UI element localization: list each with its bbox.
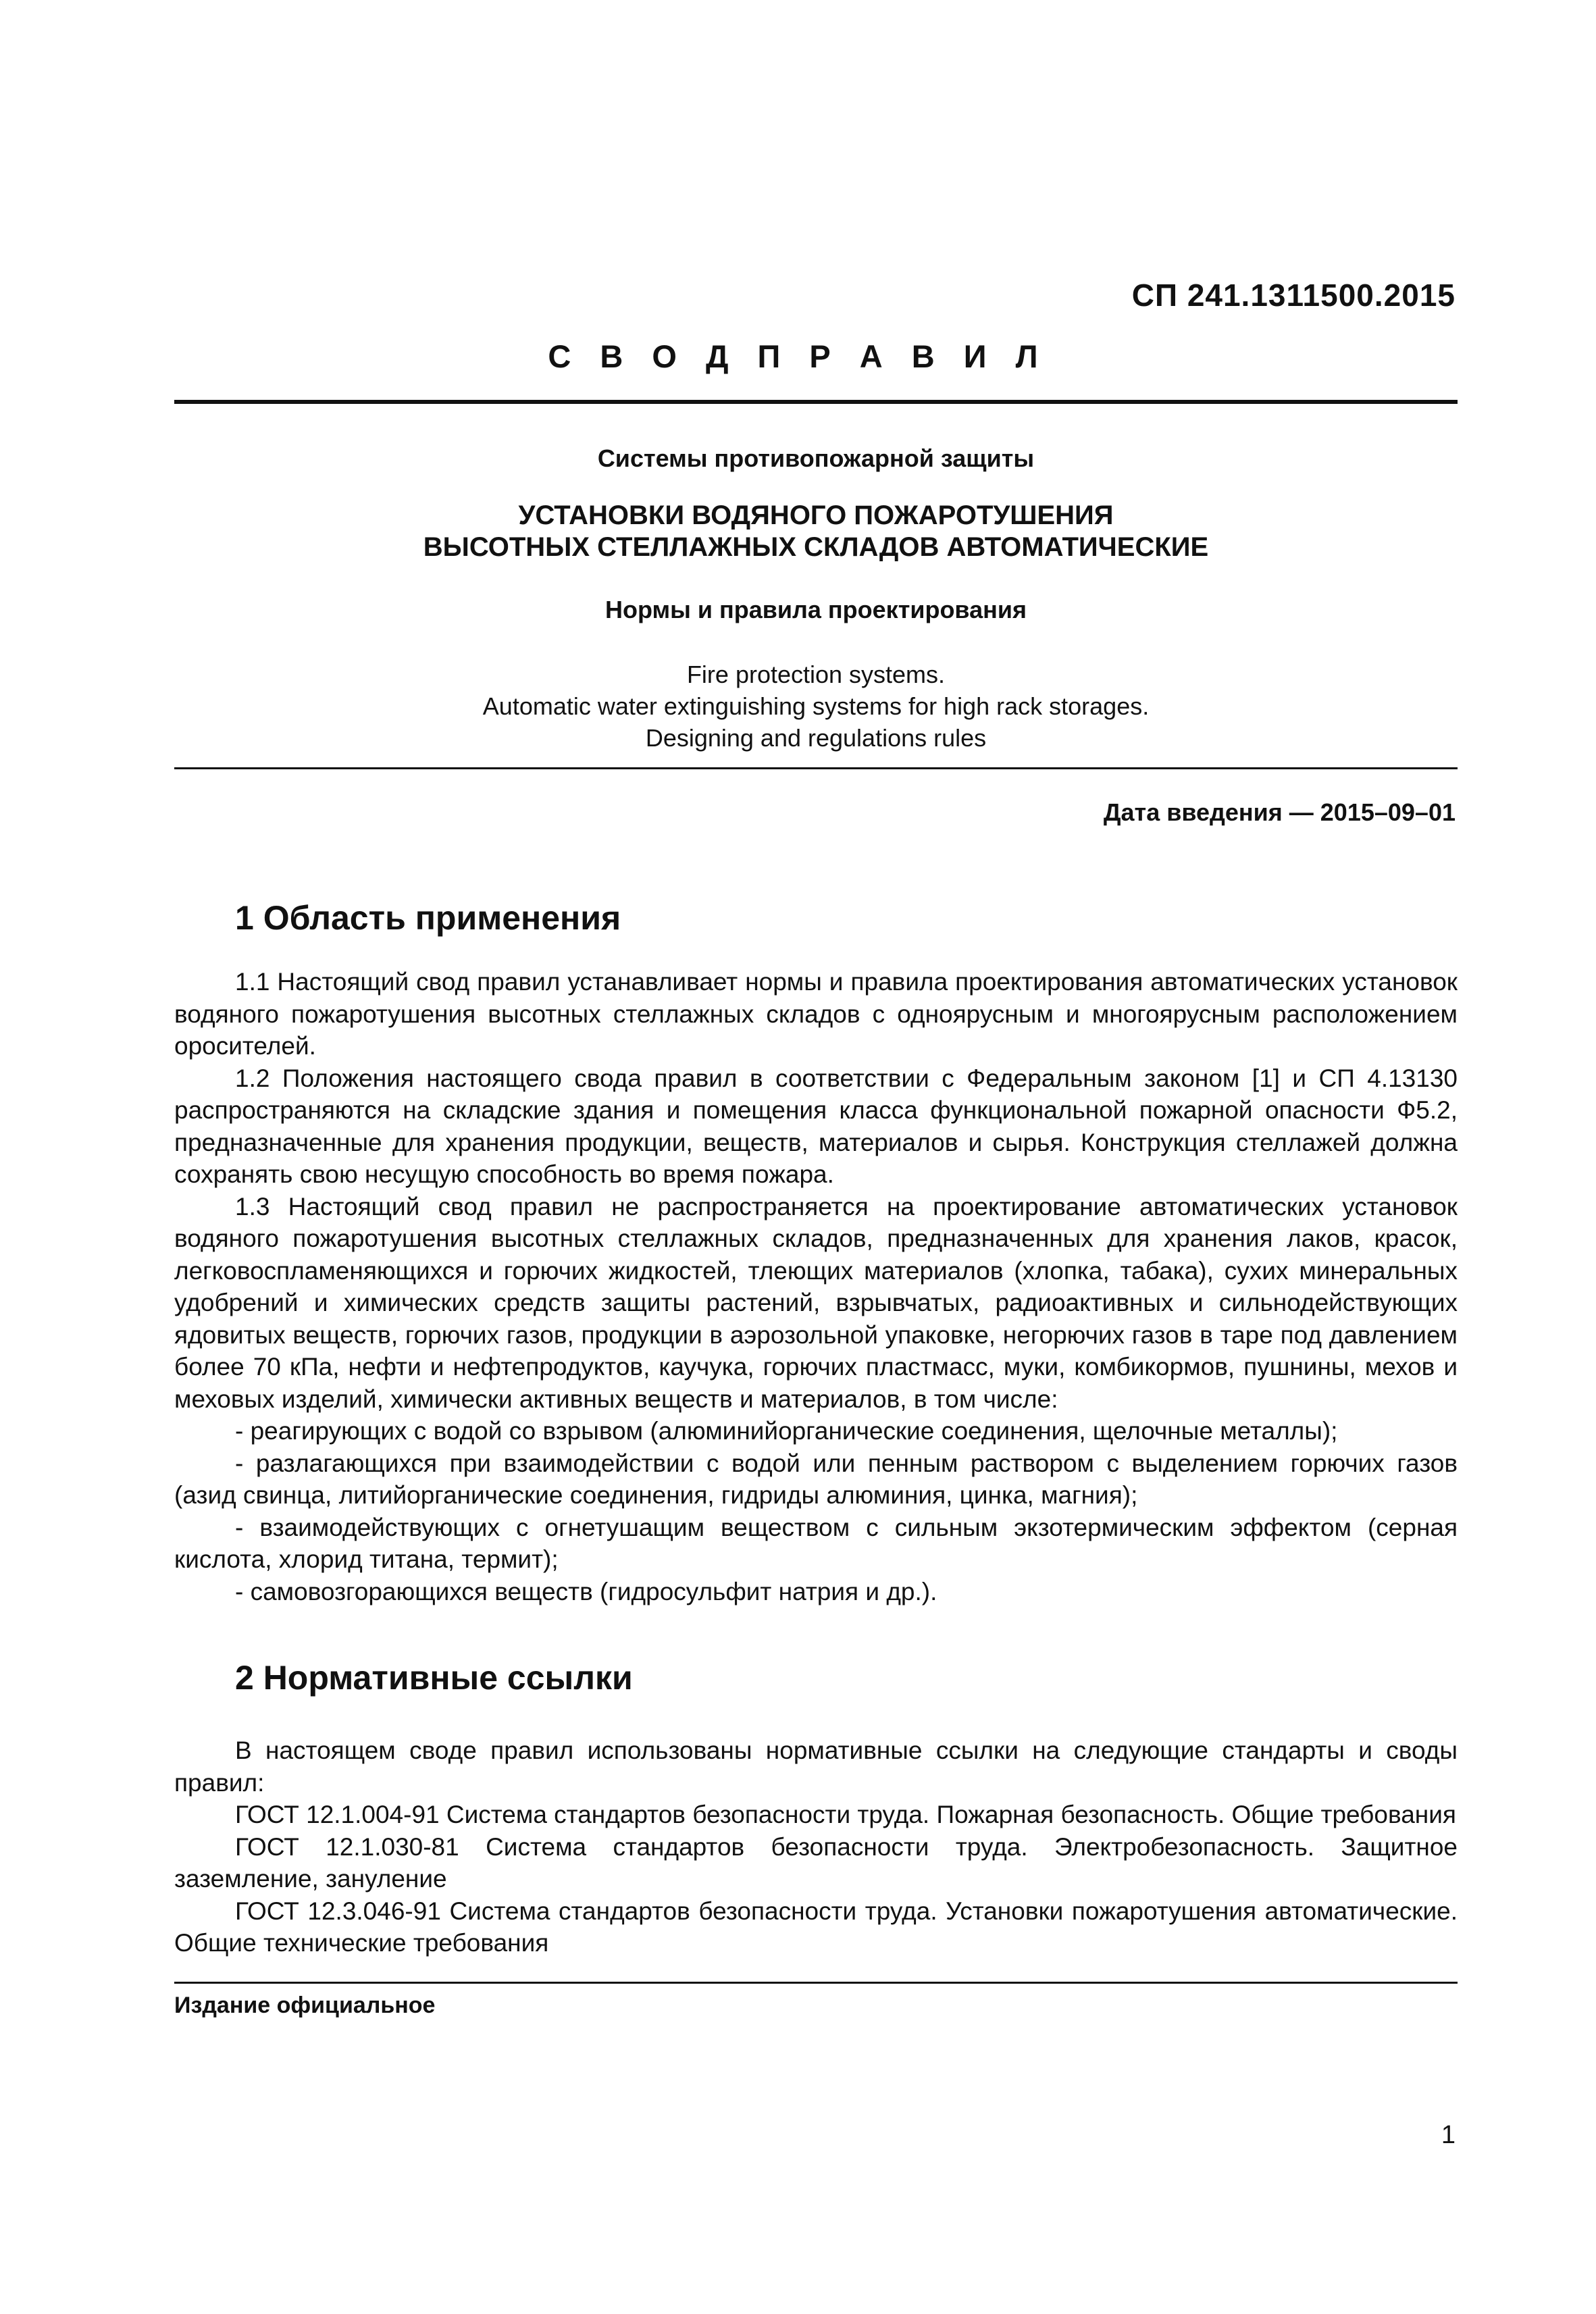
reference-item: ГОСТ 12.1.004-91 Система стандартов безопасности труда. Пожарная безопасность. Общие требования [235, 1801, 1456, 1828]
english-title-line-1: Fire protection systems. [686, 661, 946, 688]
paragraph-1-1: 1.1 Настоящий свод правил устанавливает нормы и правила проектирования автоматических установок водяного пожаротушения высотных стеллажных складов с одноярусным и многоярусным расположением оросителей. [174, 968, 1458, 1060]
reference-item: ГОСТ 12.3.046-91 Система стандартов безопасности труда. Установки пожаротушения автоматические. Общие технические требования [174, 1897, 1458, 1957]
main-title-line-2: ВЫСОТНЫХ СТЕЛЛАЖНЫХ СКЛАДОВ АВТОМАТИЧЕСКИЕ [423, 532, 1209, 562]
section-1-heading: 1 Область применения [235, 899, 621, 937]
section-1-body [174, 966, 1458, 1608]
paragraph-1-3: 1.3 Настоящий свод правил не распространяется на проектирование автоматических установок водяного пожаротушения высотных стеллажных складов, предназначенных для хранения лаков, красок, легковоспламеняющихся и горючих жидкостей, тлеющих материалов (хлопка, табака), сухих минеральных удобрений и химических средств защиты растений, взрывчатых, радиоактивных и сильнодействующих ядовитых веществ, горючих газов, продукции в аэрозольной упаковке, негорючих газов в таре под давлением более 70 кПа, нефти и нефтепродуктов, каучука, горючих пластмасс, муки, комбикормов, пушнины, мехов и меховых изделий, химически активных веществ и материалов, в том числе: [174, 1192, 1458, 1413]
reference-item: ГОСТ 12.1.030-81 Система стандартов безопасности труда. Электробезопасность. Защитное заземление, зануление [174, 1832, 1458, 1893]
list-item: - реагирующих с водой со взрывом (алюминийорганические соединения, щелочные металлы); [235, 1417, 1338, 1445]
introduction-date: Дата введения — 2015–09–01 [1103, 798, 1456, 826]
section-2-body [174, 1734, 1458, 1959]
list-item: - самовозгорающихся веществ (гидросульфит натрия и др.). [235, 1577, 937, 1605]
list-item: - взаимодействующих с огнетушащим веществом с сильным экзотермическим эффектом (серная кислота, хлорид титана, термит); [174, 1513, 1458, 1573]
english-title-line-3: Designing and regulations rules [645, 724, 987, 752]
footer-divider [174, 1982, 1458, 1984]
english-title-line-2: Automatic water extinguishing systems for high rack storages. [482, 692, 1150, 720]
series-title: Системы противопожарной защиты [597, 444, 1035, 472]
title-divider [174, 767, 1458, 769]
page-number: 1 [1441, 2121, 1456, 2149]
official-edition-label: Издание официальное [174, 1992, 436, 2018]
document-type-heading: С В О Д П Р А В И Л [548, 338, 1048, 374]
section-2-intro: В настоящем своде правил использованы нормативные ссылки на следующие стандарты и своды правил: [174, 1737, 1458, 1797]
subtitle: Нормы и правила проектирования [605, 596, 1027, 623]
main-title [174, 500, 1458, 563]
document-code: СП 241.1311500.2015 [1131, 278, 1456, 313]
list-item: - разлагающихся при взаимодействии с водой или пенным раствором с выделением горючих газов (азид свинца, литийорганические соединения, гидриды алюминия, цинка, магния); [174, 1449, 1458, 1509]
top-divider [174, 400, 1458, 404]
main-title-line-1: УСТАНОВКИ ВОДЯНОГО ПОЖАРОТУШЕНИЯ [518, 500, 1114, 530]
section-2-heading: 2 Нормативные ссылки [235, 1659, 633, 1697]
english-title [174, 659, 1458, 754]
paragraph-1-2: 1.2 Положения настоящего свода правил в соответствии с Федеральным законом [1] и СП 4.13130 распространяются на складские здания и помещения класса функциональной пожарной опасности Ф5.2, предназначенные для хранения продукции, веществ, материалов и сырья. Конструкция стеллажей должна сохранять свою несущую способность во время пожара. [174, 1064, 1458, 1188]
